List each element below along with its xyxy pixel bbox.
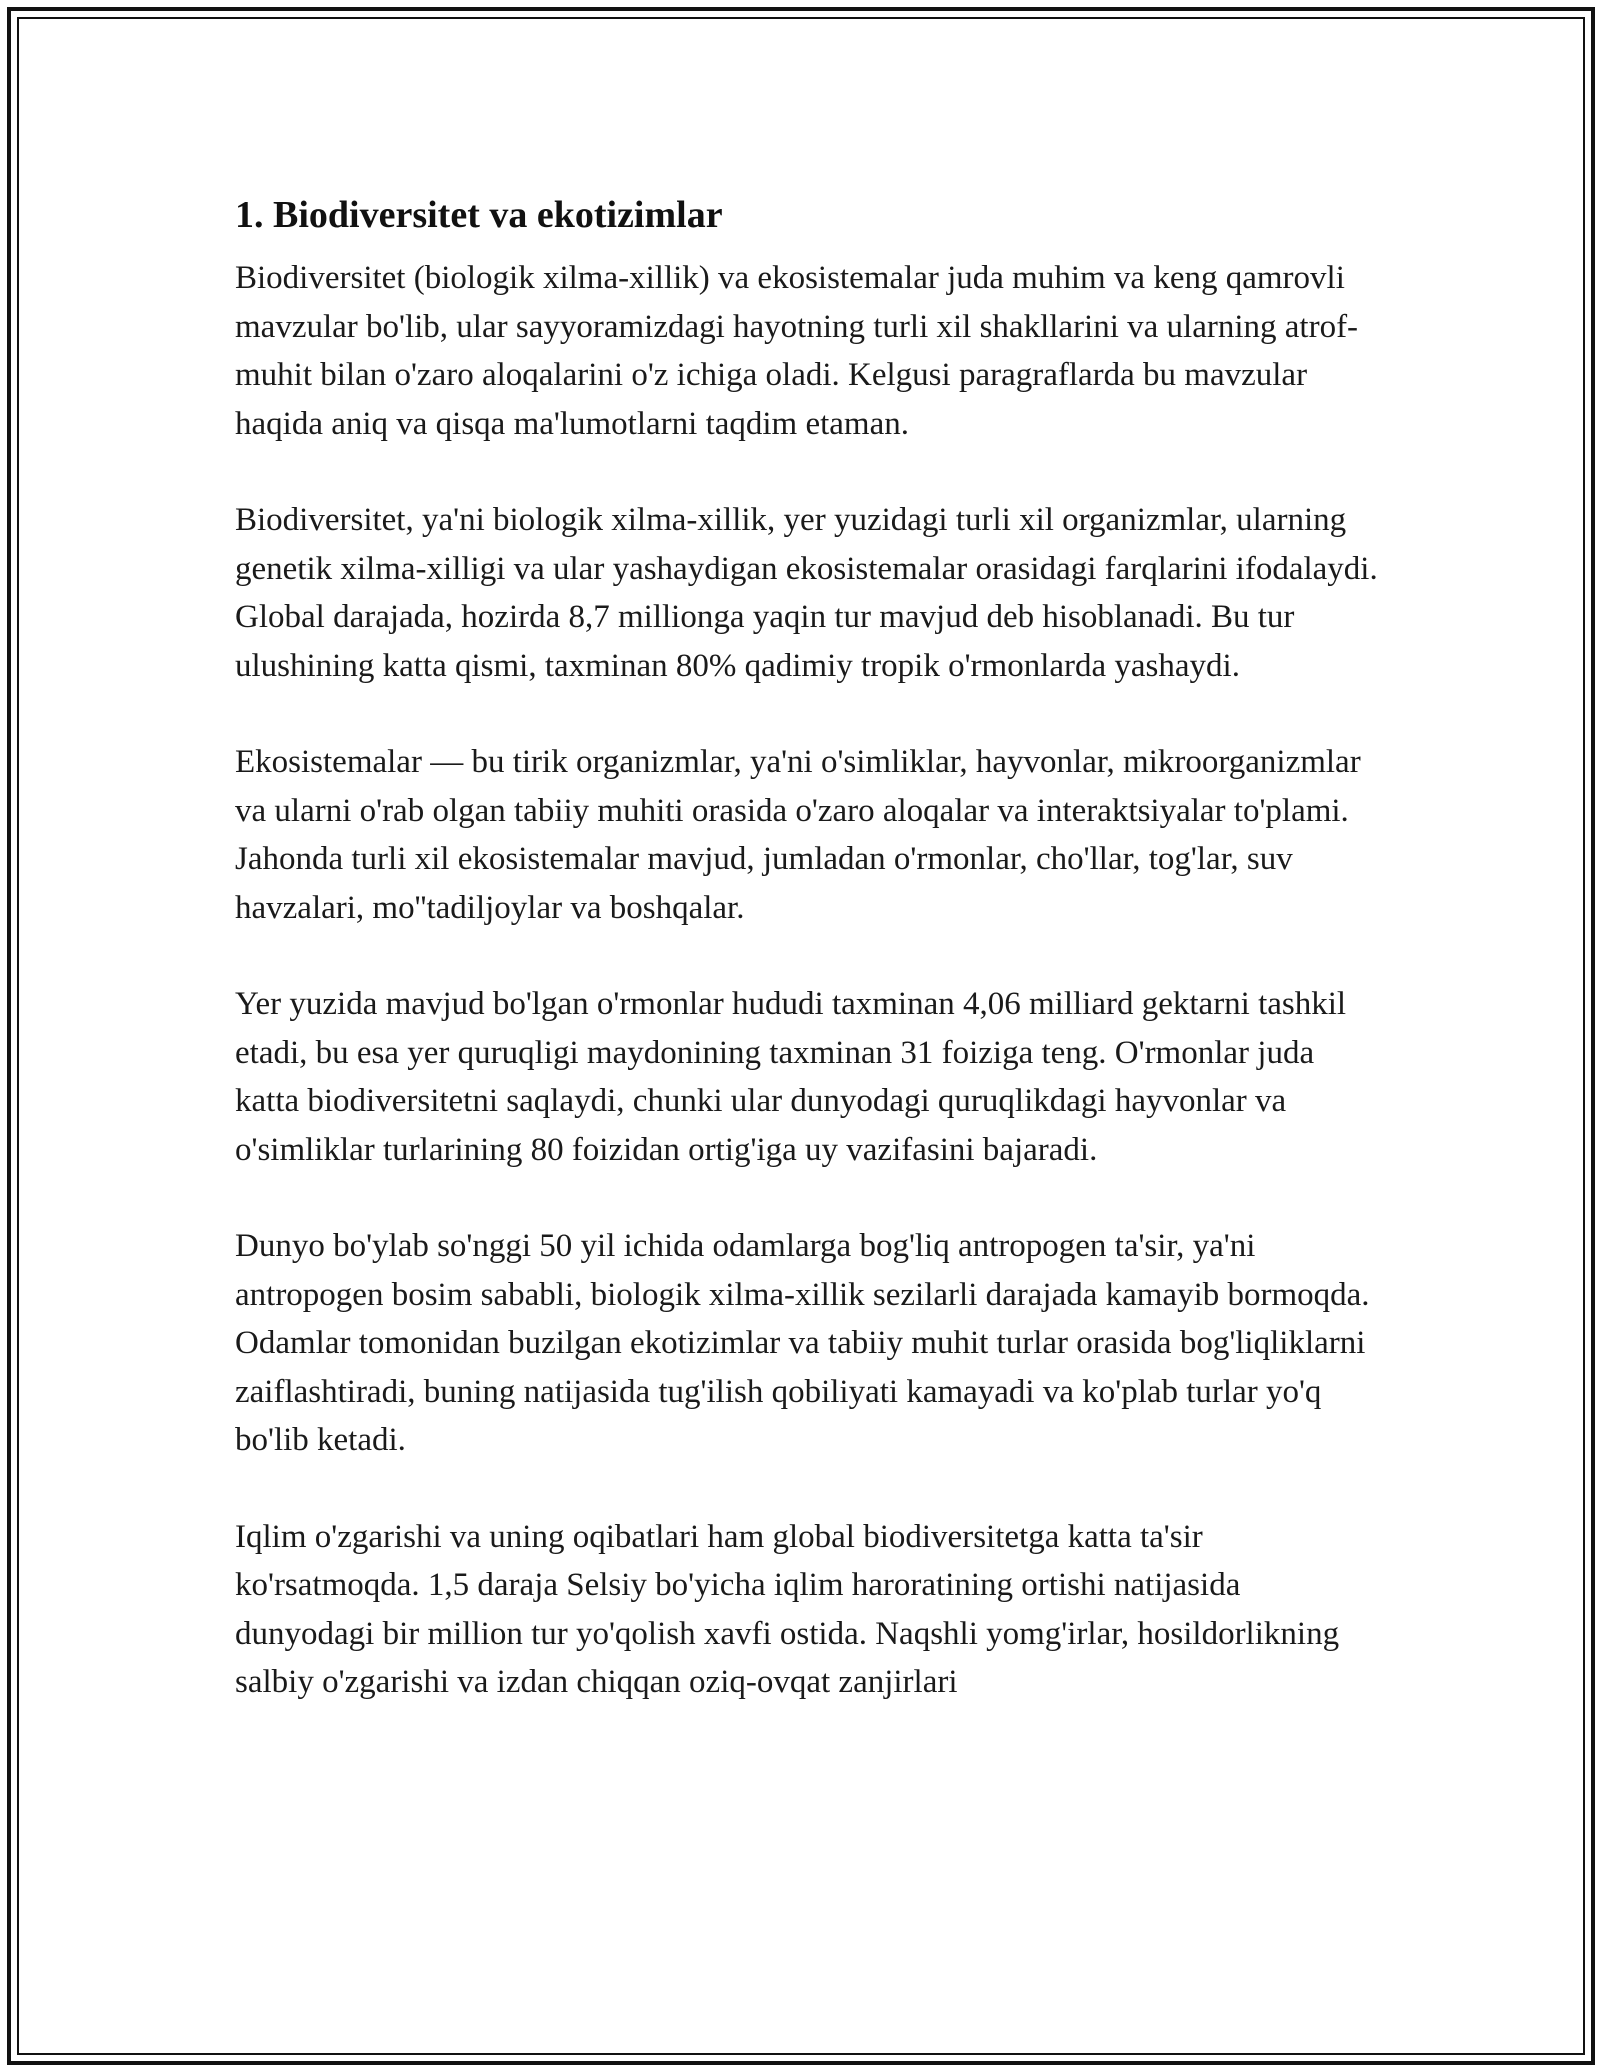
paragraph-anthropogenic-impact: Dunyo bo'ylab so'nggi 50 yil ichida odamlarga bog'liq antropogen ta'sir, ya'ni antropogen bosim sababli, biologik xilma-xillik sezilarli darajada kamayib bormoqda. Odamlar tomonidan buzilgan ekotizimlar va tabiiy muhit turlar orasida bog'liqliklarni zaiflashtiradi, buning natijasida tug'ilish qobiliyati kamayadi va ko'plab turlar yo'q bo'lib ketadi. [235,1228,1370,1458]
document-body [235,190,1385,1755]
section-title: 1. Biodiversitet va ekotizimlar [235,194,723,236]
paragraph-ecosystems: Ekosistemalar — bu tirik organizmlar, ya'ni o'simliklar, hayvonlar, mikroorganizmlar va ularni o'rab olgan tabiiy muhiti orasida o'zaro aloqalar va interaktsiyalar to'plami. Jahonda turli xil ekosistemalar mavjud, jumladan o'rmonlar, cho'llar, tog'lar, suv havzalari, mo''tadiljoylar va boshqalar. [235,744,1361,926]
paragraph-biodiversity: Biodiversitet, ya'ni biologik xilma-xillik, yer yuzidagi turli xil organizmlar, ularning genetik xilma-xilligi va ular yashaydigan ekosistemalar orasidagi farqlarini ifodalaydi. Global darajada, hozirda 8,7 millionga yaqin tur mavjud deb hisoblanadi. Bu tur ulushining katta qismi, taxminan 80% qadimiy tropik o'rmonlarda yashaydi. [235,502,1378,684]
paragraph-climate-change: Iqlim o'zgarishi va uning oqibatlari ham global biodiversitetga katta ta'sir ko'rsatmoqda. 1,5 daraja Selsiy bo'yicha iqlim haroratining ortishi natijasida dunyodagi bir million tur yo'qolish xavfi ostida. Naqshli yomg'irlar, hosildorlikning salbiy o'zgarishi va izdan chiqqan oziq-ovqat zanjirlari [235,1518,1340,1700]
paragraph-intro: Biodiversitet (biologik xilma-xillik) va ekosistemalar juda muhim va keng qamrovli mavzular bo'lib, ular sayyoramizdagi hayotning turli xil shakllarini va ularning atrof-muhit bilan o'zaro aloqalarini o'z ichiga oladi. Kelgusi paragraflarda bu mavzular haqida aniq va qisqa ma'lumotlarni taqdim etaman. [235,260,1359,442]
paragraph-forests: Yer yuzida mavjud bo'lgan o'rmonlar hududi taxminan 4,06 milliard gektarni tashkil etadi, bu esa yer quruqligi maydonining taxminan 31 foiziga teng. O'rmonlar juda katta biodiversitetni saqlaydi, chunki ular dunyodagi quruqlikdagi hayvonlar va o'simliklar turlarining 80 foizidan ortig'iga uy vazifasini bajaradi. [235,986,1347,1168]
